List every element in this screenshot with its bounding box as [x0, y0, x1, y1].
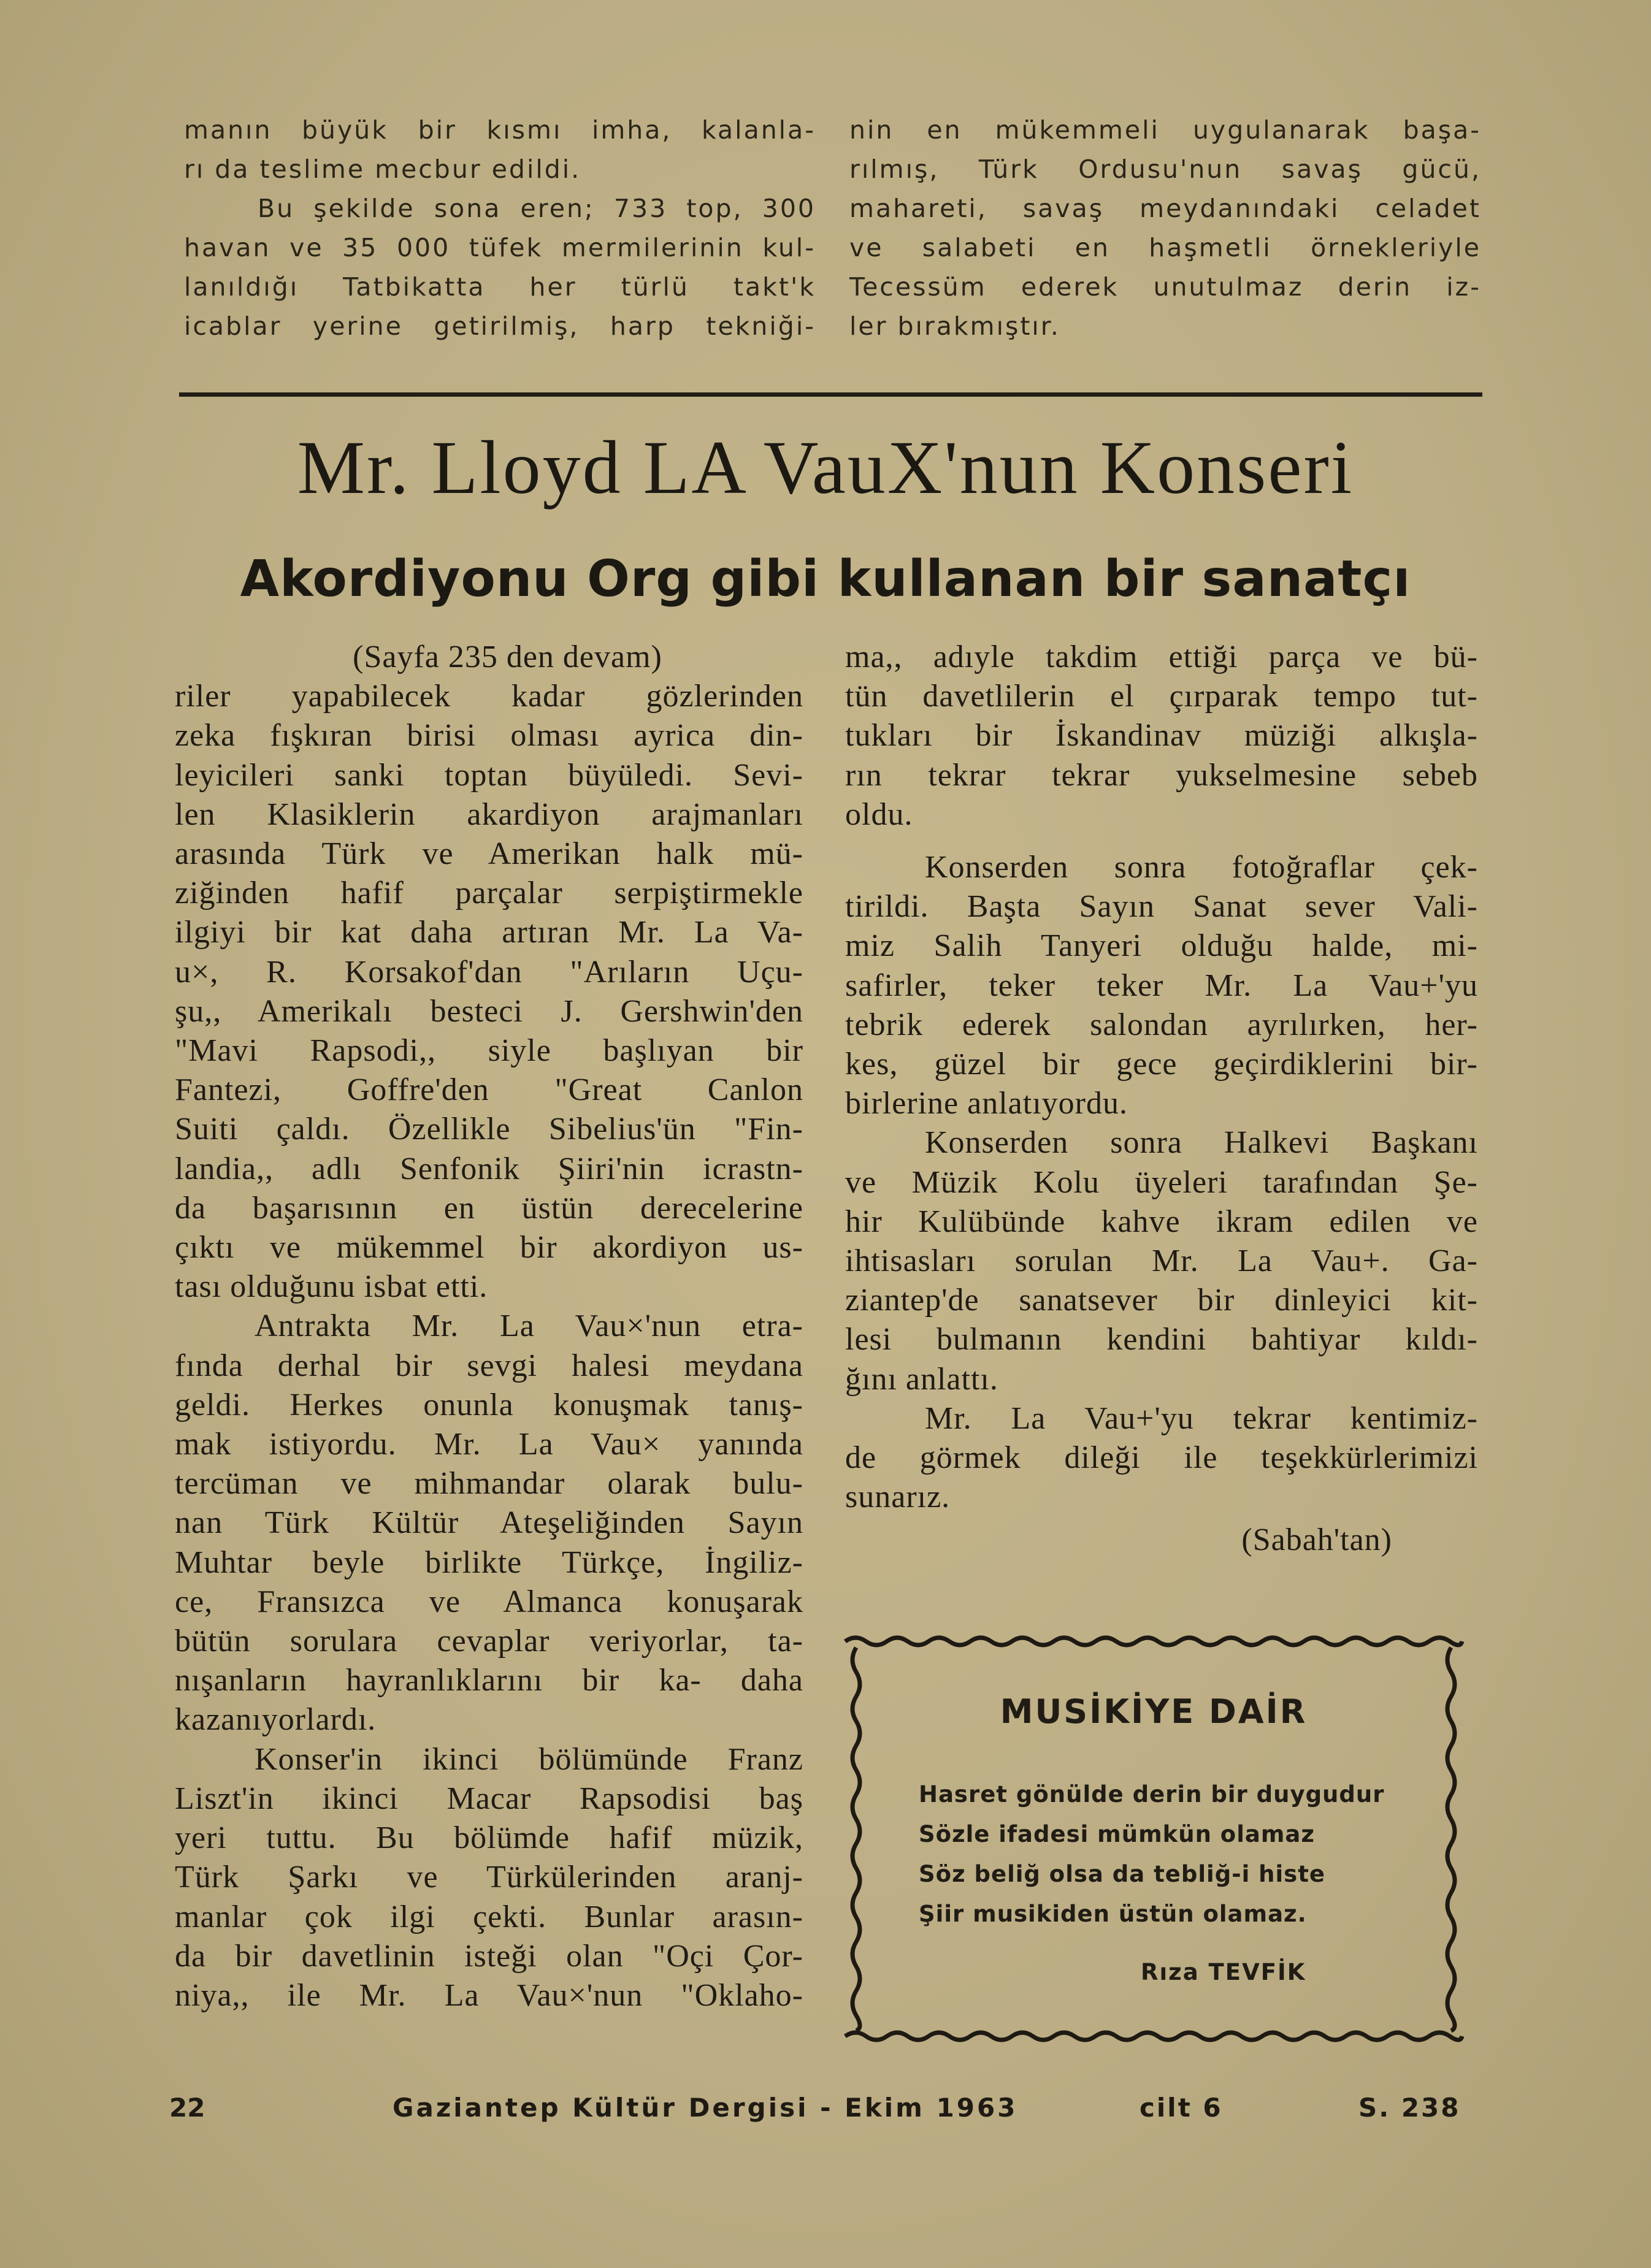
page-footer: [0, 2088, 1651, 2131]
text-line: lanıldığı Tatbikatta her türlü takt'k: [184, 272, 816, 302]
text-line: birlerine anlatıyordu.: [845, 1086, 1128, 1121]
journal-name: Gaziantep Kültür Dergisi - Ekim 1963: [393, 2093, 1018, 2123]
text-line: Antrakta Mr. La Vau×'nun etra-: [255, 1308, 803, 1344]
poem-line: Şiir musikiden üstün olamaz.: [919, 1901, 1307, 1927]
text-line: icablar yerine getirilmiş, harp tekniği-: [184, 311, 816, 341]
text-line: mahareti, savaş meydanındaki celadet: [849, 194, 1481, 223]
text-line: u×, R. Korsakof'dan "Arıların Uçu-: [175, 954, 803, 990]
text-line: ilgiyi bir kat daha artıran Mr. La Va-: [175, 915, 803, 950]
text-line: nışanların hayranlıklarını bir ka- daha: [175, 1663, 803, 1698]
text-line: nin en mükemmeli uygulanarak başa-: [849, 115, 1481, 145]
text-line: zeka fışkıran birisi olması ayrica din-: [175, 718, 803, 754]
poem-line: Söz beliğ olsa da tebliğ-i histe: [919, 1861, 1325, 1887]
text-line: ziantep'de sanatsever bir dinleyici kit-: [845, 1283, 1478, 1318]
text-line: Konserden sonra Halkevi Başkanı: [925, 1125, 1478, 1161]
text-line: Bu şekilde sona eren; 733 top, 300: [258, 194, 816, 223]
article-subtitle: Akordiyonu Org gibi kullanan bir sanatçı: [240, 550, 1411, 608]
text-line: arasında Türk ve Amerikan halk mü-: [175, 836, 803, 872]
text-line: da başarısının en üstün derecelerine: [175, 1190, 803, 1226]
text-line: Türk Şarkı ve Türkülerinden aranj-: [175, 1860, 803, 1895]
poem-title: MUSİKİYE DAİR: [1000, 1692, 1308, 1731]
text-line: tası olduğunu isbat etti.: [175, 1269, 488, 1305]
top-right-column: [849, 110, 1481, 346]
text-line: ler bırakmıştır.: [849, 311, 1060, 341]
text-line: ğını anlattı.: [845, 1361, 998, 1397]
volume-number: cilt 6: [1140, 2093, 1223, 2123]
text-line: landia,, adlı Senfonik Şiiri'nin icrastn-: [175, 1151, 803, 1186]
article-left-column: [175, 638, 803, 2015]
text-line: tün davetlilerin el çırparak tempo tut-: [845, 679, 1478, 714]
text-line: Muhtar beyle birlikte Türkçe, İngiliz-: [175, 1544, 803, 1580]
text-line: ve salabeti en haşmetli örnekleriyle: [849, 233, 1481, 262]
text-line: Tecessüm ederek unutulmaz derin iz-: [849, 272, 1481, 302]
text-line: Liszt'in ikinci Macar Rapsodisi baş: [175, 1781, 803, 1816]
text-line: fında derhal bir sevgi halesi meydana: [175, 1348, 803, 1383]
text-line: rı da teslime mecbur edildi.: [184, 155, 581, 184]
poem-line: Sözle ifadesi mümkün olamaz: [919, 1821, 1315, 1847]
text-line: ziğinden hafif parçalar serpiştirmekle: [175, 876, 803, 911]
poem-author: Rıza TEVFİK: [1141, 1959, 1306, 1985]
text-line: hir Kulübünde kahve ikram edilen ve: [845, 1204, 1478, 1239]
continued-note: (Sayfa 235 den devam): [353, 640, 662, 674]
text-line: kazanıyorlardı.: [175, 1702, 377, 1738]
text-line: mak istiyordu. Mr. La Vau× yanında: [175, 1427, 803, 1462]
text-line: çıktı ve mükemmel bir akordiyon us-: [175, 1230, 803, 1266]
text-line: tirildi. Başta Sayın Sanat sever Vali-: [845, 889, 1478, 925]
article-source: (Sabah'tan): [1241, 1522, 1392, 1558]
text-line: kes, güzel bir gece geçirdiklerini bir-: [845, 1047, 1478, 1082]
text-line: safirler, teker teker Mr. La Vau+'yu: [845, 968, 1478, 1003]
text-line: oldu.: [845, 796, 913, 832]
article-right-column: [845, 638, 1478, 1560]
text-line: len Klasiklerin akardiyon arajmanları: [175, 796, 803, 832]
text-line: riler yapabilecek kadar gözlerinden: [175, 679, 803, 714]
text-line: manın büyük bir kısmı imha, kalanla-: [184, 115, 816, 145]
text-line: de görmek dileği ile teşekkürlerimizi: [845, 1440, 1478, 1476]
page-number: 22: [169, 2093, 205, 2123]
text-line: miz Salih Tanyeri olduğu halde, mi-: [845, 928, 1478, 964]
text-line: bütün sorulara cevaplar veriyorlar, ta-: [175, 1624, 803, 1659]
text-line: tercüman ve mihmandar olarak bulu-: [175, 1466, 803, 1502]
text-line: ve Müzik Kolu üyeleri tarafından Şe-: [845, 1164, 1478, 1200]
section-divider: [179, 392, 1482, 397]
text-line: manlar çok ilgi çekti. Bunlar arasın-: [175, 1899, 803, 1934]
text-line: ihtisasları sorulan Mr. La Vau+. Ga-: [845, 1243, 1478, 1279]
text-line: havan ve 35 000 tüfek mermilerinin kul-: [184, 233, 816, 262]
text-line: ce, Fransızca ve Almanca konuşarak: [175, 1584, 803, 1619]
text-line: da bir davetlinin isteği olan "Oçi Çor-: [175, 1938, 803, 1974]
text-line: Konser'in ikinci bölümünde Franz: [255, 1741, 803, 1777]
top-left-column: [184, 110, 816, 346]
text-line: leyicileri sanki toptan büyüledi. Sevi-: [175, 757, 803, 793]
text-line: ma,, adıyle takdim ettiği parça ve bü-: [845, 640, 1478, 674]
text-line: tebrik ederek salondan ayrılırken, her-: [845, 1007, 1478, 1042]
text-line: rılmış, Türk Ordusu'nun savaş gücü,: [849, 155, 1481, 184]
text-line: tukları bir İskandinav müziği alkışla-: [845, 718, 1478, 754]
text-line: nan Türk Kültür Ateşeliğinden Sayın: [175, 1505, 803, 1541]
poem-line: Hasret gönülde derin bir duygudur: [919, 1781, 1385, 1808]
poem-stanza: [919, 1774, 1422, 1934]
text-line: lesi bulmanın kendini bahtiyar kıldı-: [845, 1322, 1478, 1357]
text-line: niya,, ile Mr. La Vau×'nun "Oklaho-: [175, 1977, 803, 2013]
text-line: yeri tuttu. Bu bölümde hafif müzik,: [175, 1820, 803, 1856]
article-title: Mr. Lloyd LA VauX'nun Konseri: [297, 426, 1354, 510]
text-line: Konserden sonra fotoğraflar çek-: [925, 850, 1478, 885]
poem-box: [840, 1629, 1467, 2049]
text-line: "Mavi Rapsodi,, siyle başlıyan bir: [175, 1033, 803, 1069]
text-line: Fantezi, Goffre'den "Great Canlon: [175, 1072, 803, 1108]
text-line: Mr. La Vau+'yu tekrar kentimiz-: [925, 1400, 1478, 1436]
text-line: sunarız.: [845, 1480, 951, 1515]
text-line: rın tekrar tekrar yukselmesine sebeb: [845, 757, 1478, 793]
text-line: şu,, Amerikalı besteci J. Gershwin'den: [175, 993, 803, 1029]
text-line: Suiti çaldı. Özellikle Sibelius'ün "Fin-: [175, 1112, 803, 1147]
issue-number: S. 238: [1358, 2093, 1461, 2123]
text-line: geldi. Herkes onunla konuşmak tanış-: [175, 1387, 803, 1422]
